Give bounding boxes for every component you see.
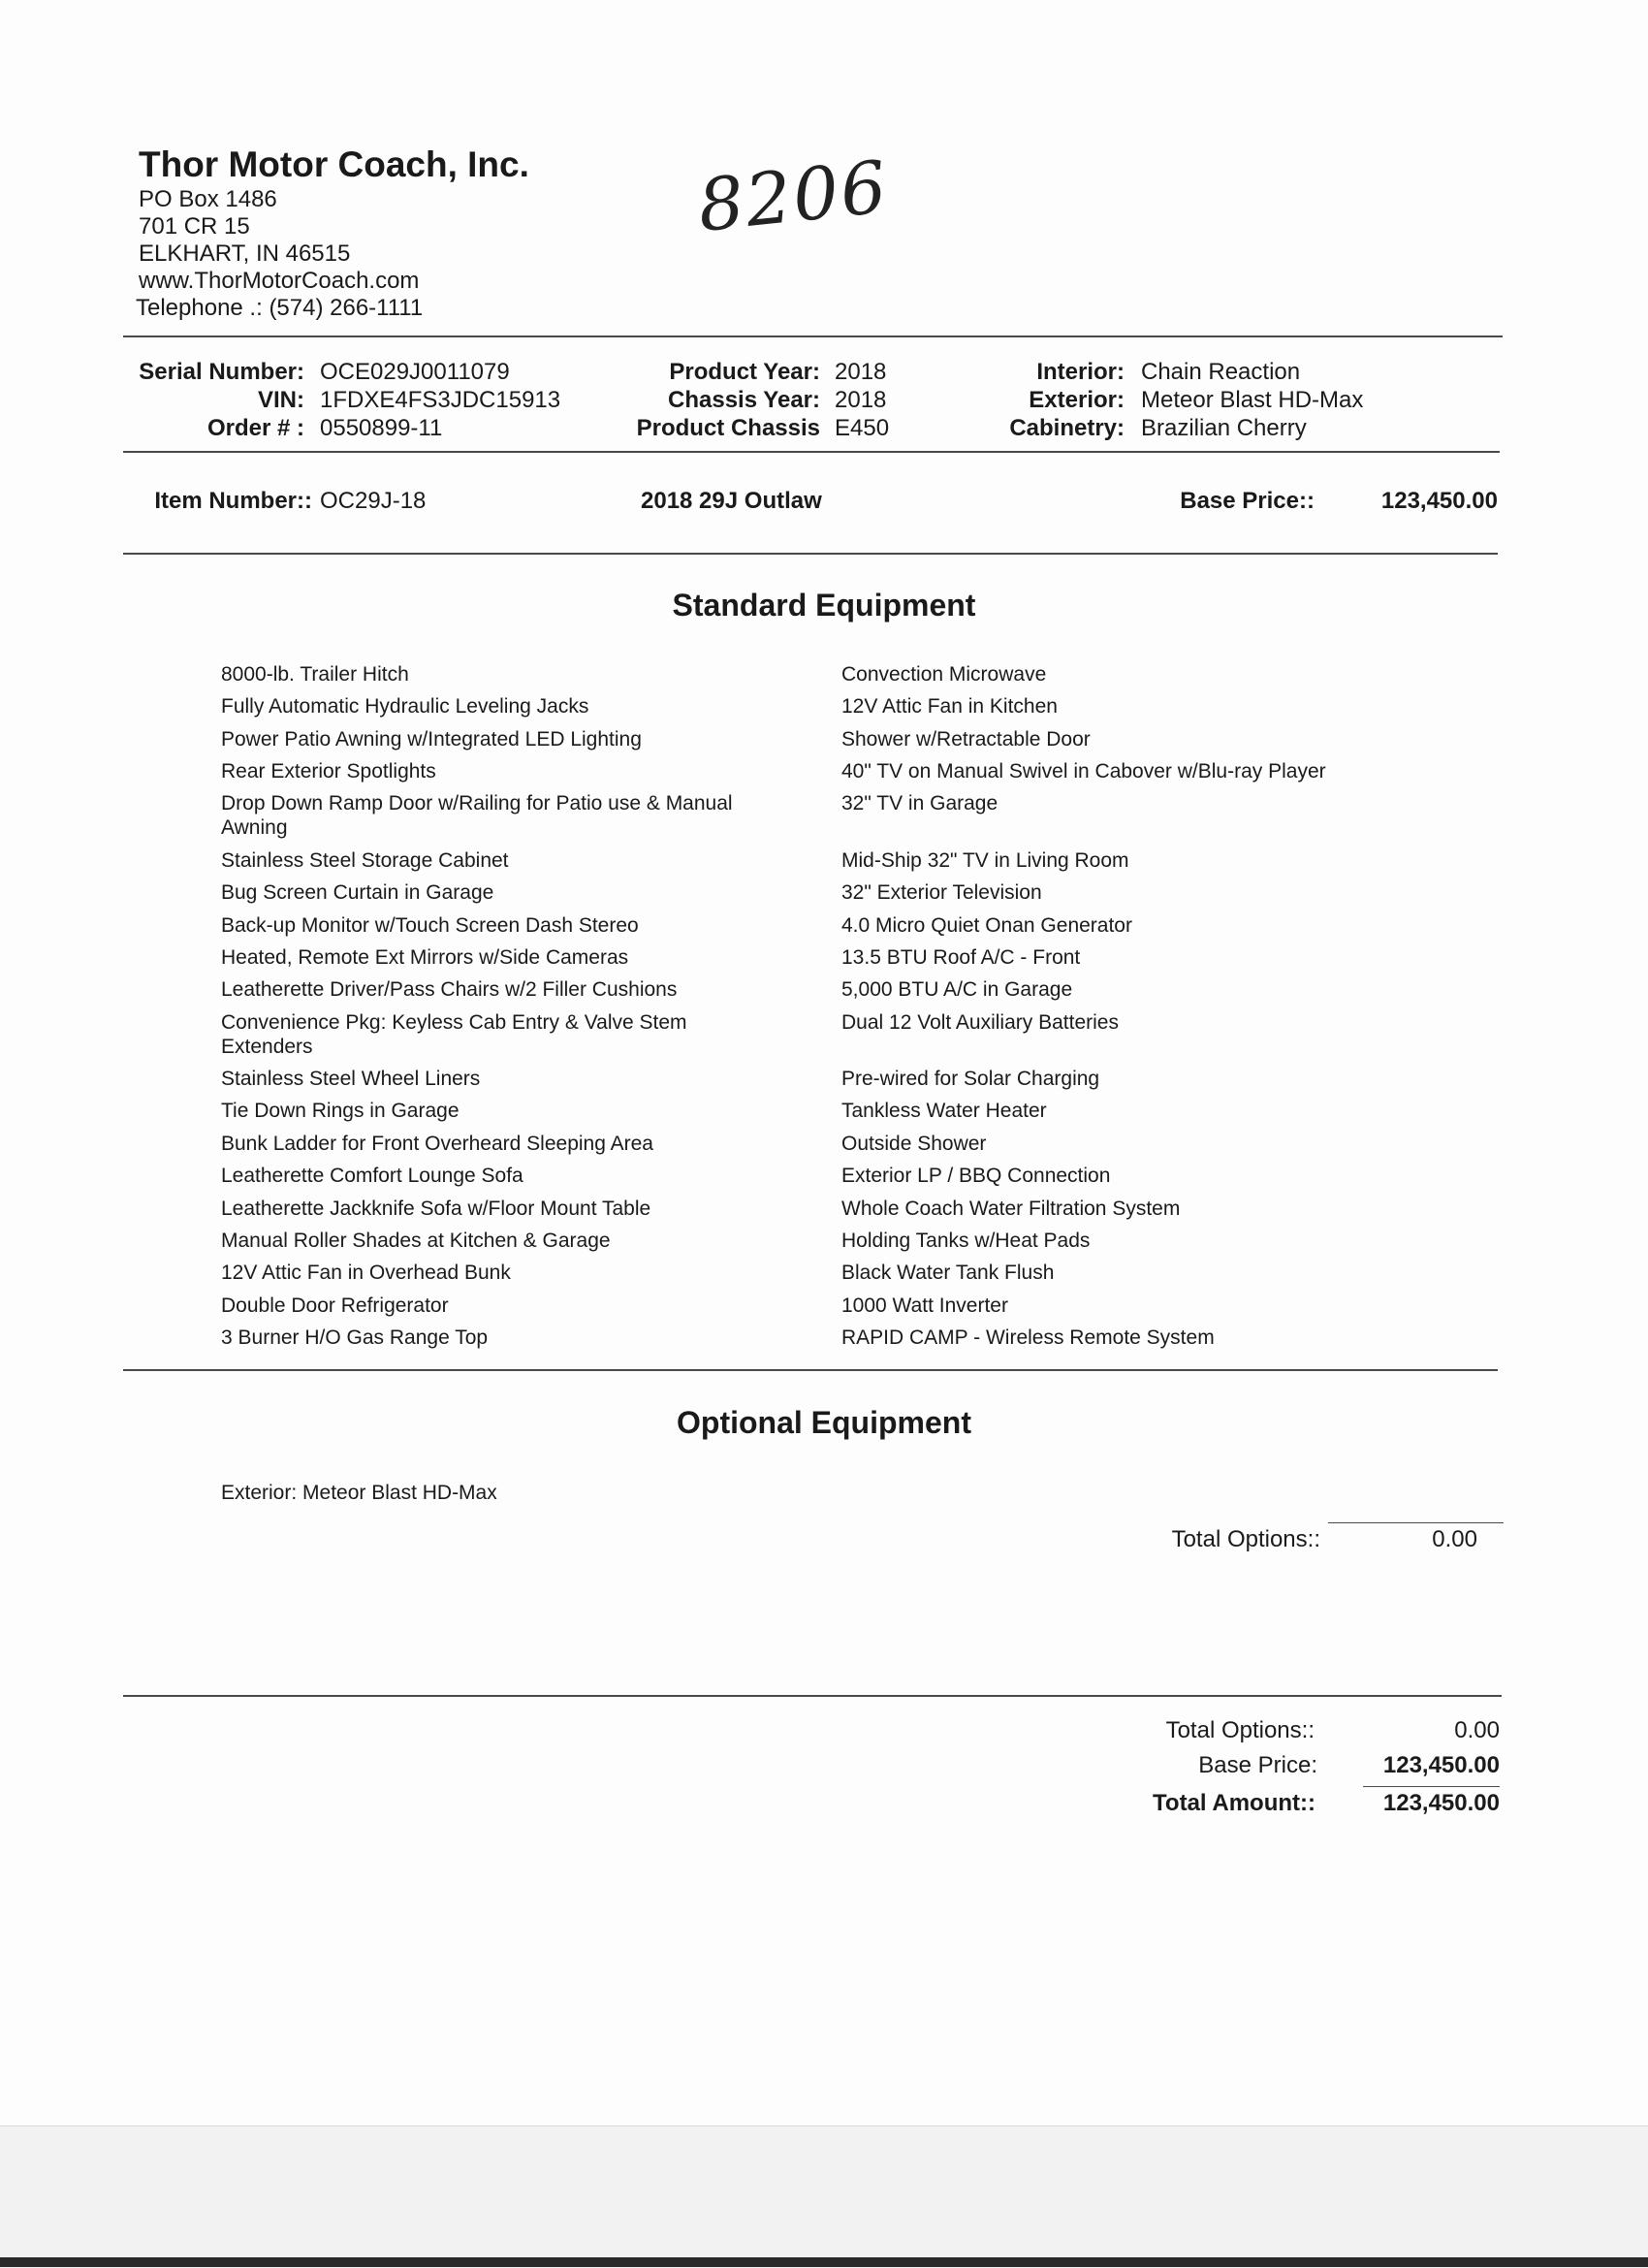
standard-equipment-item: Extenders (221, 1036, 313, 1058)
handwritten-note: 8206 (694, 144, 893, 249)
standard-equipment-item: 8000-lb. Trailer Hitch (221, 663, 409, 686)
standard-equipment-item: 1000 Watt Inverter (841, 1294, 1008, 1317)
optional-total-value: 0.00 (1432, 1526, 1477, 1552)
standard-equipment-item: Convenience Pkg: Keyless Cab Entry & Valve Stem (221, 1011, 687, 1034)
item-number-label: Item Number:: (154, 488, 312, 514)
standard-equipment-item: 40" TV on Manual Swivel in Cabover w/Blu-ray Player (841, 760, 1326, 783)
standard-equipment-item: Leatherette Jackknife Sofa w/Floor Mount Table (221, 1198, 651, 1220)
interior-label: Interior: (1036, 359, 1125, 385)
standard-equipment-item: Exterior LP / BBQ Connection (841, 1165, 1111, 1187)
exterior-label: Exterior: (1029, 387, 1125, 413)
model-name: 2018 29J Outlaw (641, 488, 822, 514)
summary-base-label: Base Price: (1198, 1752, 1317, 1778)
summary-options-label: Total Options:: (1165, 1717, 1315, 1743)
optional-equipment-item: Exterior: Meteor Blast HD-Max (221, 1482, 497, 1504)
standard-equipment-item: Outside Shower (841, 1133, 987, 1155)
standard-equipment-item: Black Water Tank Flush (841, 1262, 1055, 1284)
divider (123, 553, 1498, 555)
company-address-line: 701 CR 15 (139, 213, 250, 240)
scan-edge (0, 2125, 1648, 2268)
chassis-year-label: Chassis Year: (668, 387, 820, 413)
vin-value: 1FDXE4FS3JDC15913 (320, 387, 561, 413)
standard-equipment-item: Shower w/Retractable Door (841, 728, 1091, 751)
standard-equipment-item: Rear Exterior Spotlights (221, 760, 436, 783)
standard-equipment-title: Standard Equipment (672, 588, 976, 623)
base-price-value: 123,450.00 (1380, 488, 1498, 514)
standard-equipment-item: Awning (221, 816, 288, 839)
exterior-value: Meteor Blast HD-Max (1141, 387, 1364, 413)
standard-equipment-item: Back-up Monitor w/Touch Screen Dash Stereo (221, 914, 639, 937)
standard-equipment-item: 5,000 BTU A/C in Garage (841, 978, 1073, 1001)
serial-number-value: OCE029J0011079 (320, 359, 510, 385)
product-chassis-value: E450 (835, 415, 890, 441)
standard-equipment-item: Tankless Water Heater (841, 1100, 1047, 1122)
standard-equipment-item: Convection Microwave (841, 663, 1047, 686)
company-website: www.ThorMotorCoach.com (139, 268, 420, 294)
product-chassis-label: Product Chassis (636, 415, 820, 441)
divider (123, 451, 1500, 453)
standard-equipment-item: Pre-wired for Solar Charging (841, 1068, 1100, 1090)
standard-equipment-item: 3 Burner H/O Gas Range Top (221, 1326, 489, 1349)
standard-equipment-item: 12V Attic Fan in Kitchen (841, 695, 1058, 718)
standard-equipment-item: 12V Attic Fan in Overhead Bunk (221, 1262, 511, 1284)
divider (123, 335, 1503, 337)
standard-equipment-item: Bunk Ladder for Front Overheard Sleeping Area (221, 1133, 653, 1155)
optional-total-label: Total Options:: (1171, 1526, 1320, 1552)
order-number-label: Order # : (206, 415, 304, 441)
scan-border (0, 2257, 1648, 2267)
summary-total-value: 123,450.00 (1382, 1790, 1500, 1816)
item-number-value: OC29J-18 (320, 488, 427, 514)
company-address-line: ELKHART, IN 46515 (139, 240, 351, 267)
standard-equipment-item: Mid-Ship 32" TV in Living Room (841, 849, 1129, 872)
standard-equipment-item: Manual Roller Shades at Kitchen & Garage (221, 1230, 611, 1252)
standard-equipment-item: Heated, Remote Ext Mirrors w/Side Cameras (221, 946, 629, 969)
standard-equipment-item: Bug Screen Curtain in Garage (221, 881, 494, 904)
standard-equipment-item: Stainless Steel Storage Cabinet (221, 849, 509, 872)
divider (123, 1369, 1498, 1371)
standard-equipment-item: RAPID CAMP - Wireless Remote System (841, 1326, 1215, 1349)
standard-equipment-item: Tie Down Rings in Garage (221, 1100, 460, 1122)
standard-equipment-item: Fully Automatic Hydraulic Leveling Jacks (221, 695, 589, 718)
standard-equipment-item: Stainless Steel Wheel Liners (221, 1068, 481, 1090)
cabinetry-label: Cabinetry: (1009, 415, 1125, 441)
summary-base-value: 123,450.00 (1382, 1752, 1500, 1778)
standard-equipment-item: 32" TV in Garage (841, 792, 998, 815)
standard-equipment-item: Double Door Refrigerator (221, 1294, 449, 1317)
summary-total-label: Total Amount:: (1153, 1790, 1315, 1816)
standard-equipment-item: Holding Tanks w/Heat Pads (841, 1230, 1091, 1252)
company-name: Thor Motor Coach, Inc. (139, 144, 529, 184)
base-price-label: Base Price:: (1180, 488, 1315, 514)
standard-equipment-item: 32" Exterior Television (841, 881, 1042, 904)
standard-equipment-item: Leatherette Driver/Pass Chairs w/2 Filler Cushions (221, 978, 678, 1001)
product-year-label: Product Year: (669, 359, 820, 385)
standard-equipment-item: 13.5 BTU Roof A/C - Front (841, 946, 1081, 969)
chassis-year-value: 2018 (835, 387, 887, 413)
standard-equipment-item: Drop Down Ramp Door w/Railing for Patio use & Manual (221, 792, 733, 815)
total-underline (1328, 1522, 1504, 1523)
company-address-line: PO Box 1486 (139, 186, 277, 212)
summary-options-value: 0.00 (1454, 1717, 1500, 1743)
standard-equipment-item: Dual 12 Volt Auxiliary Batteries (841, 1011, 1119, 1034)
company-telephone: Telephone .: (574) 266-1111 (136, 295, 424, 321)
divider (123, 1695, 1502, 1697)
company-header (136, 144, 529, 322)
standard-equipment-item: Power Patio Awning w/Integrated LED Lighting (221, 728, 642, 751)
serial-number-label: Serial Number: (139, 359, 304, 385)
interior-value: Chain Reaction (1141, 359, 1301, 385)
standard-equipment-item: 4.0 Micro Quiet Onan Generator (841, 914, 1132, 937)
cabinetry-value: Brazilian Cherry (1141, 415, 1307, 441)
product-year-value: 2018 (835, 359, 887, 385)
total-underline (1363, 1786, 1500, 1787)
order-number-value: 0550899-11 (320, 415, 443, 441)
optional-equipment-title: Optional Equipment (677, 1405, 971, 1440)
standard-equipment-item: Whole Coach Water Filtration System (841, 1198, 1181, 1220)
standard-equipment-item: Leatherette Comfort Lounge Sofa (221, 1165, 523, 1187)
vin-label: VIN: (258, 387, 304, 413)
